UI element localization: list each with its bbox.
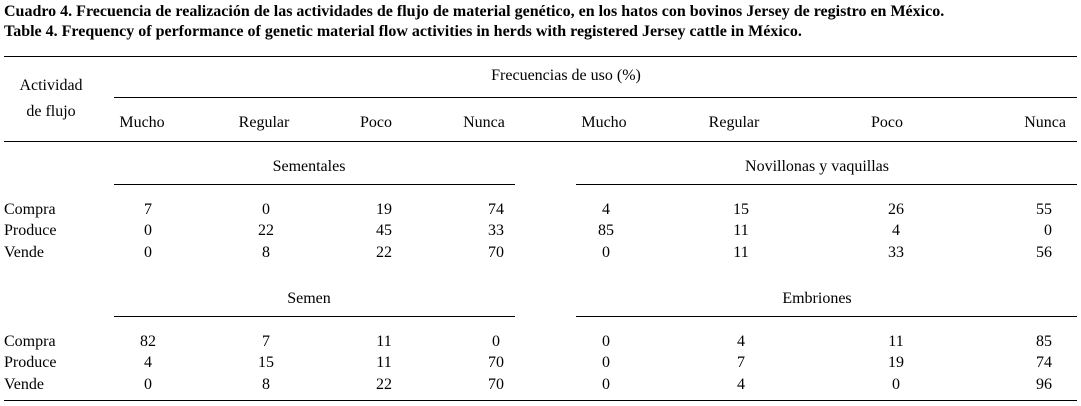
- column-header-poco: Poco: [360, 114, 392, 131]
- table-cell: 19: [888, 354, 904, 371]
- row-label: Compra: [4, 333, 56, 350]
- table-cell: 70: [488, 244, 504, 261]
- table-cell: 26: [888, 201, 904, 218]
- table-cell: 45: [376, 222, 392, 239]
- caption-spanish: Cuadro 4. Frecuencia de realización de las actividades de flujo de material genético, en los hatos con bovinos Jersey de registro en México.: [4, 3, 945, 20]
- table-cell: 7: [737, 354, 745, 371]
- table-cell: 70: [488, 354, 504, 371]
- table-cell: 8: [262, 376, 270, 393]
- header-bottom-rule: [4, 141, 1077, 142]
- table-cell: 74: [488, 201, 504, 218]
- table-cell: 15: [258, 354, 274, 371]
- table-cell: 4: [144, 354, 152, 371]
- table-cell: 0: [602, 354, 610, 371]
- table-cell: 55: [1036, 201, 1052, 218]
- table-cell: 0: [602, 376, 610, 393]
- table-cell: 11: [376, 354, 392, 371]
- table-cell: 82: [140, 333, 156, 350]
- table-cell: 4: [737, 376, 745, 393]
- table-cell: 0: [144, 376, 152, 393]
- section-title-right: Embriones: [782, 290, 852, 307]
- row-label: Produce: [4, 354, 57, 371]
- section-title-left: Sementales: [272, 158, 346, 175]
- table-cell: 4: [737, 333, 745, 350]
- table-cell: 19: [376, 201, 392, 218]
- table-bottom-rule: [4, 400, 1077, 401]
- caption-english: Table 4. Frequency of performance of genetic material flow activities in herds with registered Jersey cattle in México.: [4, 23, 802, 40]
- row-label: Vende: [4, 376, 44, 393]
- row-label-header-line2: de flujo: [26, 103, 76, 120]
- row-label-header-line1: Actividad: [19, 77, 83, 94]
- section-title-right: Novillonas y vaquillas: [745, 158, 889, 175]
- table-cell: 4: [602, 201, 610, 218]
- column-header-nunca: Nunca: [463, 114, 505, 131]
- table-cell: 85: [1036, 333, 1052, 350]
- table-cell: 11: [733, 222, 749, 239]
- table-cell: 0: [892, 376, 900, 393]
- table-cell: 0: [262, 201, 270, 218]
- column-header-mucho: Mucho: [581, 114, 627, 131]
- table-cell: 8: [262, 244, 270, 261]
- row-label: Compra: [4, 201, 56, 218]
- column-header-regular: Regular: [708, 114, 760, 131]
- frequency-group-rule: [114, 97, 1077, 98]
- row-label: Produce: [4, 222, 57, 239]
- table-cell: 56: [1036, 244, 1052, 261]
- column-header-mucho: Mucho: [119, 114, 165, 131]
- table-cell: 4: [892, 222, 900, 239]
- row-label: Vende: [4, 244, 44, 261]
- section-rule-right: [576, 184, 1077, 185]
- section-rule-left: [114, 184, 515, 185]
- table-cell: 11: [888, 333, 904, 350]
- table-cell: 74: [1036, 354, 1052, 371]
- section-rule-left: [114, 316, 515, 317]
- table-cell: 33: [888, 244, 904, 261]
- table-cell: 11: [376, 333, 392, 350]
- table-cell: 22: [376, 376, 392, 393]
- column-header-regular: Regular: [238, 114, 290, 131]
- table-cell: 96: [1036, 376, 1052, 393]
- table-cell: 22: [258, 222, 274, 239]
- section-title-left: Semen: [287, 290, 331, 307]
- column-header-poco: Poco: [871, 114, 903, 131]
- table-cell: 0: [144, 244, 152, 261]
- table-cell: 0: [1044, 222, 1052, 239]
- table-cell: 33: [488, 222, 504, 239]
- table-cell: 15: [733, 201, 749, 218]
- table-cell: 85: [598, 222, 614, 239]
- frequency-group-header: Frecuencias de uso (%): [491, 67, 641, 84]
- table-cell: 0: [492, 333, 500, 350]
- table-cell: 22: [376, 244, 392, 261]
- table-cell: 7: [144, 201, 152, 218]
- table-cell: 7: [262, 333, 270, 350]
- table-cell: 11: [733, 244, 749, 261]
- table-cell: 70: [488, 376, 504, 393]
- column-header-nunca: Nunca: [1024, 114, 1066, 131]
- table-cell: 0: [602, 244, 610, 261]
- section-rule-right: [576, 316, 1077, 317]
- table-cell: 0: [144, 222, 152, 239]
- table-cell: 0: [602, 333, 610, 350]
- table-top-rule: [4, 56, 1077, 57]
